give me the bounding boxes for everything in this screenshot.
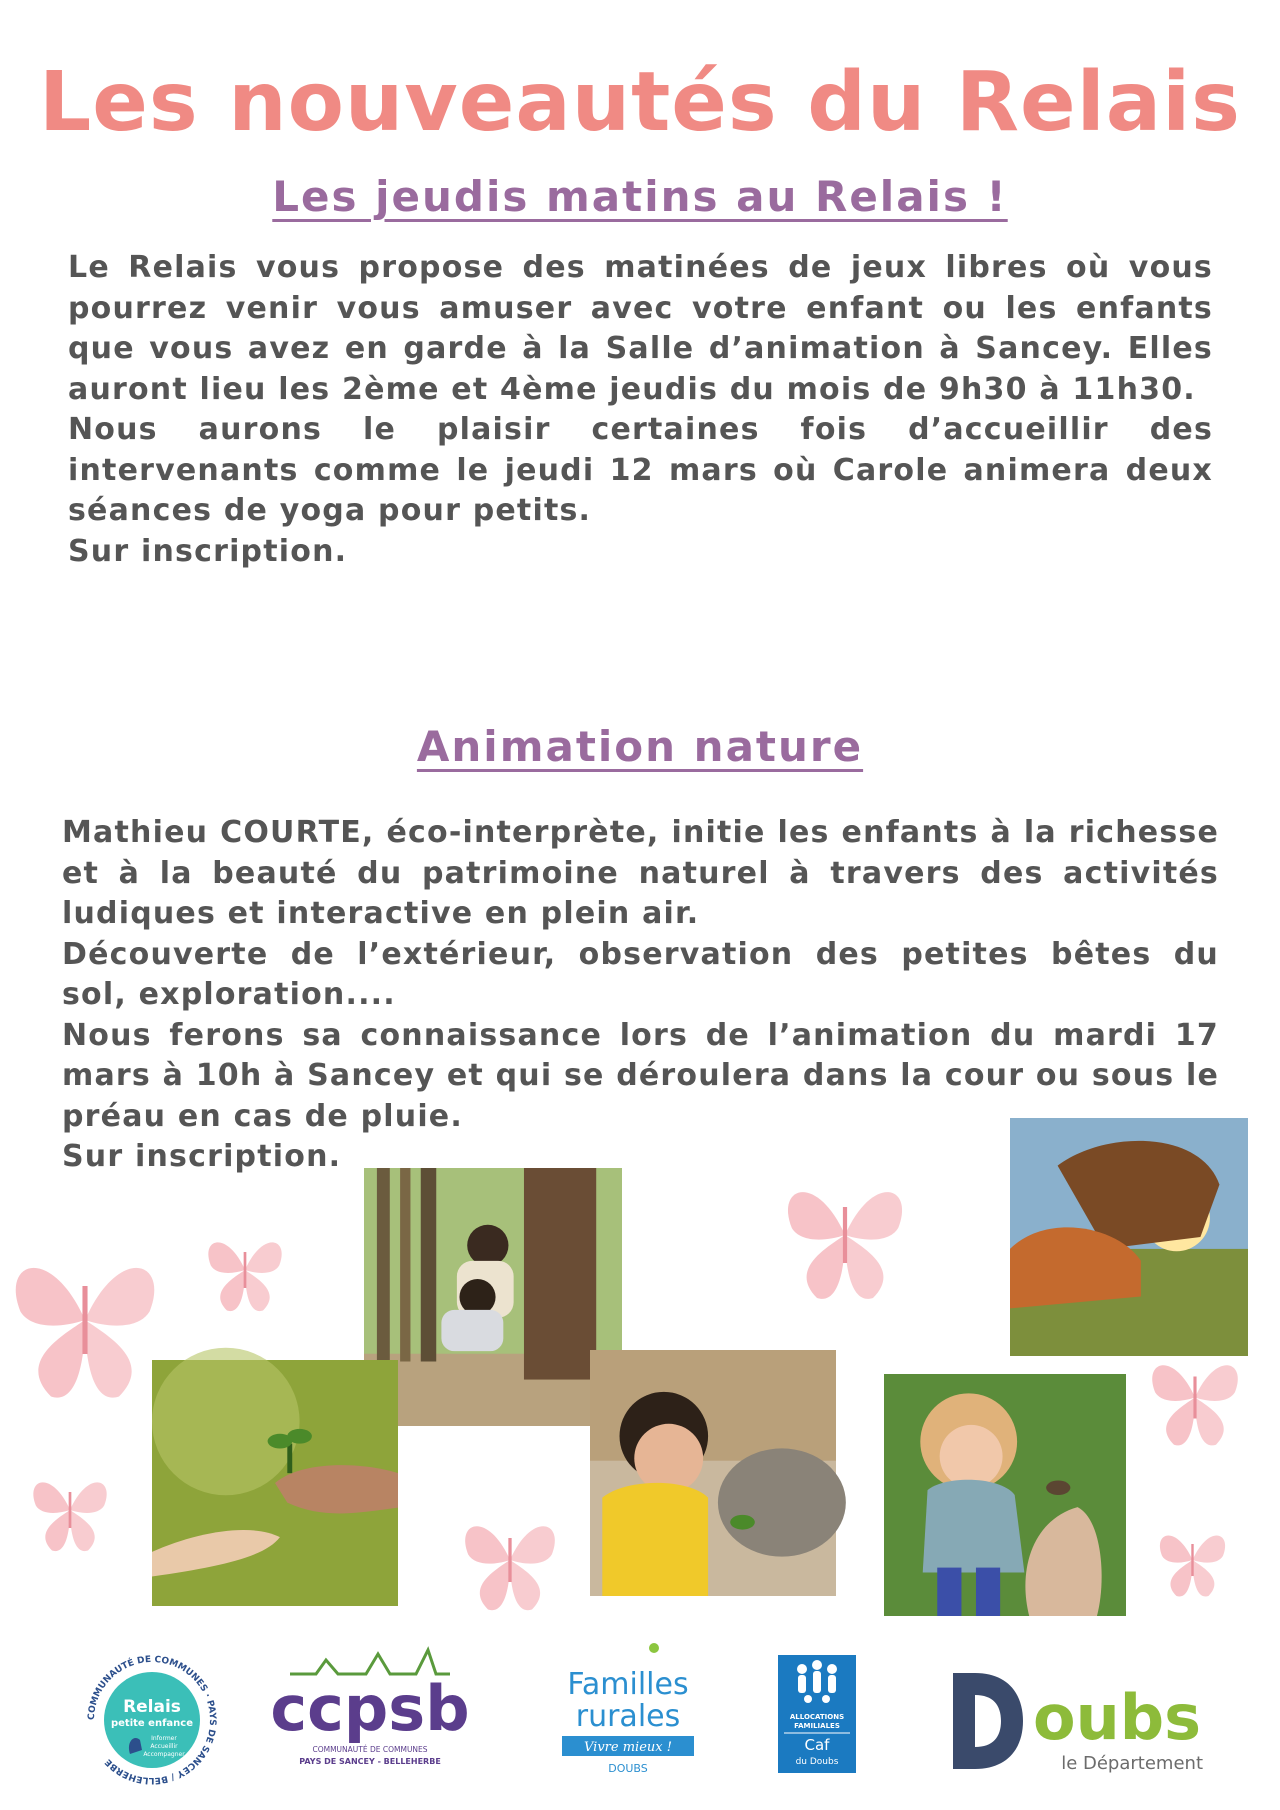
paragraph: Mathieu COURTE, éco-interprète, initie les enfants à la richesse et à la beauté du patrimoine naturel à travers des activités ludiques et interactive en plein air. xyxy=(62,815,1219,931)
familles-figure-icon xyxy=(649,1643,659,1653)
section-heading-jeudis: Les jeudis matins au Relais ! xyxy=(272,172,1008,221)
section-heading-nature: Animation nature xyxy=(416,722,864,771)
svg-text:Informer: Informer xyxy=(151,1735,177,1742)
caf-family-icon xyxy=(797,1660,837,1703)
photo-forest-children xyxy=(364,1168,622,1426)
svg-text:oubs: oubs xyxy=(1033,1681,1202,1754)
butterfly-icon xyxy=(770,1165,920,1305)
ccpsb-logo xyxy=(270,1640,470,1770)
svg-text:COMMUNAUTÉ DE COMMUNES: COMMUNAUTÉ DE COMMUNES xyxy=(312,1745,428,1754)
butterfly-icon xyxy=(1150,1520,1235,1600)
doubs-logo xyxy=(945,1665,1215,1780)
paragraph: Sur inscription. xyxy=(62,1139,342,1174)
butterfly-icon xyxy=(1140,1345,1250,1450)
doubs-d-icon xyxy=(953,1673,1023,1769)
paragraph: Sur inscription. xyxy=(68,533,348,569)
svg-text:ALLOCATIONS: ALLOCATIONS xyxy=(789,1713,845,1721)
svg-text:Relais: Relais xyxy=(123,1697,181,1717)
svg-text:du Doubs: du Doubs xyxy=(795,1757,839,1767)
svg-text:rurales: rurales xyxy=(575,1699,681,1734)
photo-magnifier-child xyxy=(1010,1118,1248,1356)
photo-child-log xyxy=(590,1350,836,1596)
svg-text:DOUBS: DOUBS xyxy=(608,1762,648,1775)
svg-text:Accueillir: Accueillir xyxy=(150,1743,178,1750)
paragraph: Nous aurons le plaisir certaines fois d’accueillir des intervenants comme le jeudi 12 mars où Carole animera deux séances de yoga pour petits. xyxy=(68,412,1213,528)
relais-logo xyxy=(82,1650,222,1790)
butterfly-icon xyxy=(455,1505,565,1615)
svg-text:Caf: Caf xyxy=(804,1736,830,1754)
page-title: Les nouveautés du Relais xyxy=(39,55,1241,150)
svg-text:PAYS DE SANCEY - BELLEHERBE: PAYS DE SANCEY - BELLEHERBE xyxy=(299,1757,441,1766)
svg-text:Accompagner: Accompagner xyxy=(143,1751,185,1758)
svg-text:Familles: Familles xyxy=(567,1667,689,1702)
butterfly-icon xyxy=(0,1230,170,1410)
photo-hands-plant xyxy=(152,1360,398,1606)
svg-text:ccpsb: ccpsb xyxy=(270,1672,470,1745)
paragraph: Nous ferons sa connaissance lors de l’animation du mardi 17 mars à 10h à Sancey et qui se déroulera dans la cour ou sous le préau en cas de pluie. xyxy=(62,1017,1220,1134)
ccpsb-trees-icon xyxy=(270,1640,470,1770)
svg-text:Vivre mieux !: Vivre mieux ! xyxy=(584,1740,672,1755)
familles-rurales-logo xyxy=(558,1640,698,1780)
butterfly-icon xyxy=(200,1225,290,1315)
photo-girl-snail xyxy=(884,1374,1126,1616)
paragraph: Découverte de l’extérieur, observation des petites bêtes du sol, exploration.... xyxy=(62,936,1219,1012)
svg-text:petite enfance: petite enfance xyxy=(110,1718,194,1729)
svg-text:FAMILIALES: FAMILIALES xyxy=(794,1722,840,1730)
paragraph: Le Relais vous propose des matinées de jeux libres où vous pourrez venir vous amuser avec votre enfant ou les enfants que vous avez en garde à la Salle d’animation à Sancey. Elles auront lieu les 2ème et 4ème jeudis du mois de 9h30 à 11h30. xyxy=(68,250,1213,407)
caf-logo xyxy=(778,1655,856,1773)
relais-badge-icon xyxy=(82,1650,222,1790)
svg-text:le Département: le Département xyxy=(1061,1753,1203,1774)
butterfly-icon xyxy=(25,1465,115,1555)
svg-text:COMMUNAUTÉ DE COMMUNES · PAYS: COMMUNAUTÉ DE COMMUNES · PAYS DE SANCEY / BELLEHERBE xyxy=(86,1654,218,1786)
section-jeudis-text xyxy=(68,248,1213,572)
